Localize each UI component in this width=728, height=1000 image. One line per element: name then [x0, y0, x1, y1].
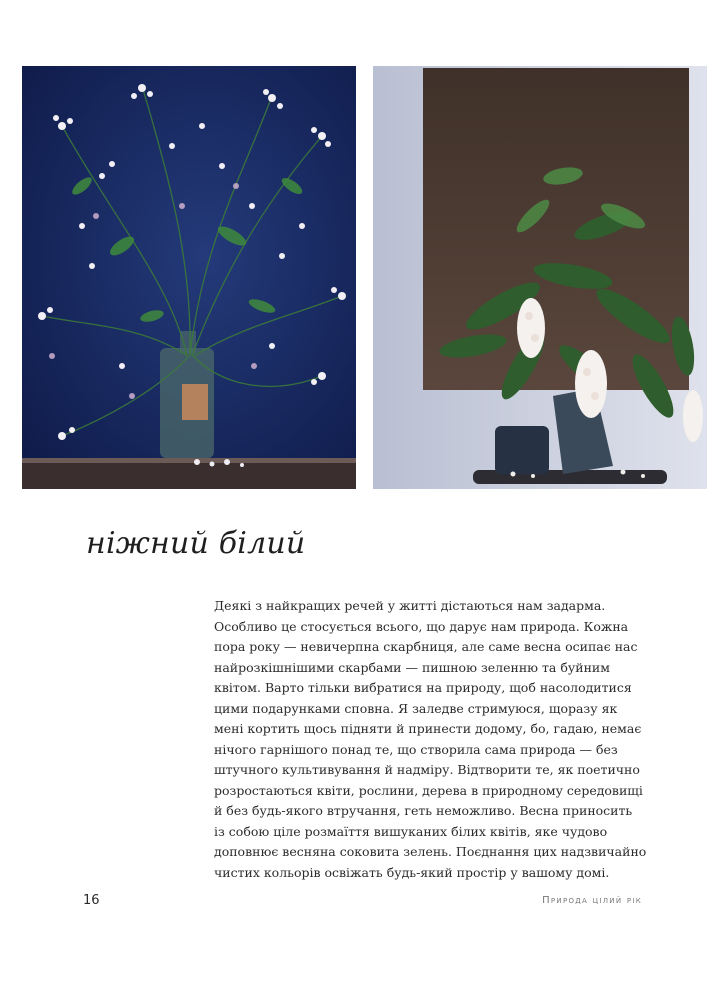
- body-line: доповнює весняна соковита зелень. Поєднання цих надзвичайно: [214, 844, 647, 859]
- body-line: пора року — невичерпна скарбниця, але саме весна осипає нас: [214, 639, 638, 654]
- body-line: нічого гарнішого понад те, що створила сама природа — без: [214, 741, 618, 757]
- body-line: штучного культивування й надміру. Відтворити те, як поетично: [214, 762, 640, 777]
- running-title: Природа цілий рік: [542, 895, 642, 906]
- body-line: чистих кольорів освіжать будь-який простір у вашому домі.: [214, 864, 610, 880]
- body-line: Особливо це стосується всього, що дарує нам природа. Кожна: [214, 618, 629, 634]
- body-paragraph: [214, 596, 654, 883]
- body-line: цими подарунками сповна. Я заледве стримуюся, щоразу як: [214, 700, 618, 716]
- body-line: із собою ціле розмаїття вишуканих білих квітів, яке чудово: [214, 823, 608, 839]
- photo-wildflowers: [22, 66, 356, 489]
- body-line: мені кортить щось підняти й принести додому, бо, гадаю, немає: [214, 721, 642, 736]
- body-line: квітом. Варто тільки вибратися на природу, щоб насолодитися: [214, 680, 632, 695]
- body-line: розростаються квіти, рослини, дерева в природному середовищі: [214, 782, 643, 798]
- body-line: й без будь-якого втручання, геть неможливо. Весна приносить: [214, 803, 633, 818]
- body-line: найрозкішнішими скарбами — пишною зеленню та буйним: [214, 659, 610, 675]
- wildflowers-illustration: [22, 66, 356, 489]
- page-number: 16: [83, 893, 100, 908]
- section-heading: ніжний білий: [86, 526, 306, 561]
- chestnut-blossoms-illustration: [373, 66, 707, 489]
- body-line: Деякі з найкращих речей у житті дістаються нам задарма.: [214, 598, 606, 613]
- photo-chestnut-blossoms: [373, 66, 707, 489]
